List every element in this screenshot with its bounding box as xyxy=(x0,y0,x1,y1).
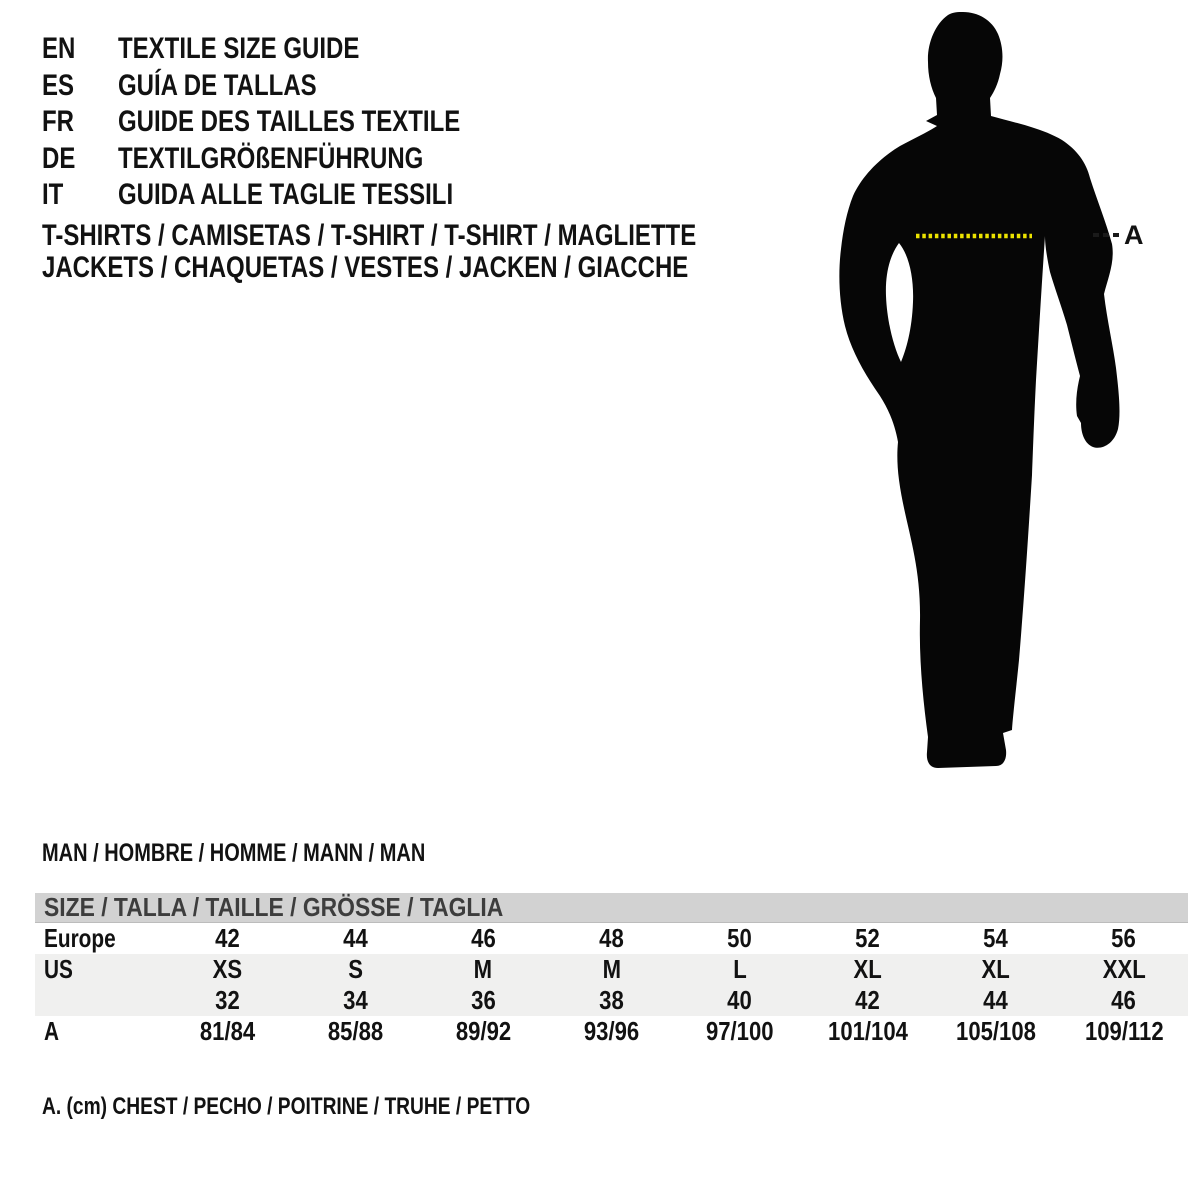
size-value: M xyxy=(602,954,621,984)
size-value: 56 xyxy=(1111,923,1137,953)
size-value: 52 xyxy=(855,923,880,953)
size-table-header xyxy=(35,893,1188,923)
size-value: XL xyxy=(981,954,1010,984)
table-row-numeric xyxy=(35,985,1188,1016)
size-value: 101/104 xyxy=(827,1016,908,1046)
size-value: 85/88 xyxy=(327,1016,383,1046)
size-value: L xyxy=(732,954,747,984)
man-silhouette xyxy=(839,12,1119,768)
size-table-header-label: SIZE / TALLA / TAILLE / GRÖSSE / TAGLIA xyxy=(44,892,504,922)
size-value: 50 xyxy=(727,923,752,953)
row-label: Europe xyxy=(44,923,116,953)
size-value: 109/112 xyxy=(1084,1016,1164,1046)
row-label: US xyxy=(44,954,73,984)
size-value: 44 xyxy=(342,923,368,953)
product-categories-line-2: JACKETS / CHAQUETAS / VESTES / JACKEN / GIACCHE xyxy=(42,250,689,284)
measurement-footnote: A. (cm) CHEST / PECHO / POITRINE / TRUHE / PETTO xyxy=(42,1093,531,1120)
size-value: 38 xyxy=(599,985,624,1015)
size-value: 46 xyxy=(1111,985,1137,1015)
language-code: EN xyxy=(42,32,76,66)
size-value: 44 xyxy=(983,985,1009,1015)
language-title: TEXTILE SIZE GUIDE xyxy=(118,32,360,66)
row-label: A xyxy=(44,1016,60,1046)
language-code: DE xyxy=(42,141,76,175)
size-value: 40 xyxy=(727,985,752,1015)
language-code: ES xyxy=(42,68,75,102)
size-value: S xyxy=(347,954,363,984)
section-heading-man: MAN / HOMBRE / HOMME / MANN / MAN xyxy=(42,839,426,867)
table-row-a-chest xyxy=(35,1016,1188,1047)
table-row-us xyxy=(35,954,1188,985)
size-value: 42 xyxy=(855,985,880,1015)
size-value: 36 xyxy=(471,985,496,1015)
table-row-europe xyxy=(35,923,1188,954)
measure-a-label: A xyxy=(1124,220,1144,250)
size-value: 97/100 xyxy=(705,1016,774,1046)
size-value: 89/92 xyxy=(455,1016,511,1046)
size-value: XL xyxy=(853,954,882,984)
size-value: 42 xyxy=(214,923,240,953)
size-value: 81/84 xyxy=(199,1016,255,1046)
language-code: IT xyxy=(42,178,64,212)
size-value: 48 xyxy=(599,923,624,953)
language-title: TEXTILGRÖßENFÜHRUNG xyxy=(118,141,424,175)
size-value: 46 xyxy=(471,923,496,953)
language-code: FR xyxy=(42,105,74,139)
size-value: 34 xyxy=(342,985,368,1015)
language-title: GUÍA DE TALLAS xyxy=(118,68,317,102)
size-value: 54 xyxy=(983,923,1009,953)
size-value: M xyxy=(474,954,493,984)
size-value: 105/108 xyxy=(955,1016,1036,1046)
size-value: XXL xyxy=(1102,954,1146,984)
size-table xyxy=(35,893,1188,1047)
size-value: XS xyxy=(212,954,242,984)
row-label xyxy=(35,985,163,1016)
language-title: GUIDA ALLE TAGLIE TESSILI xyxy=(118,178,454,212)
size-value: 32 xyxy=(214,985,240,1015)
product-categories-line-1: T-SHIRTS / CAMISETAS / T-SHIRT / T-SHIRT / MAGLIETTE xyxy=(42,219,697,252)
language-title: GUIDE DES TAILLES TEXTILE xyxy=(118,105,461,139)
size-value: 93/96 xyxy=(583,1016,640,1046)
